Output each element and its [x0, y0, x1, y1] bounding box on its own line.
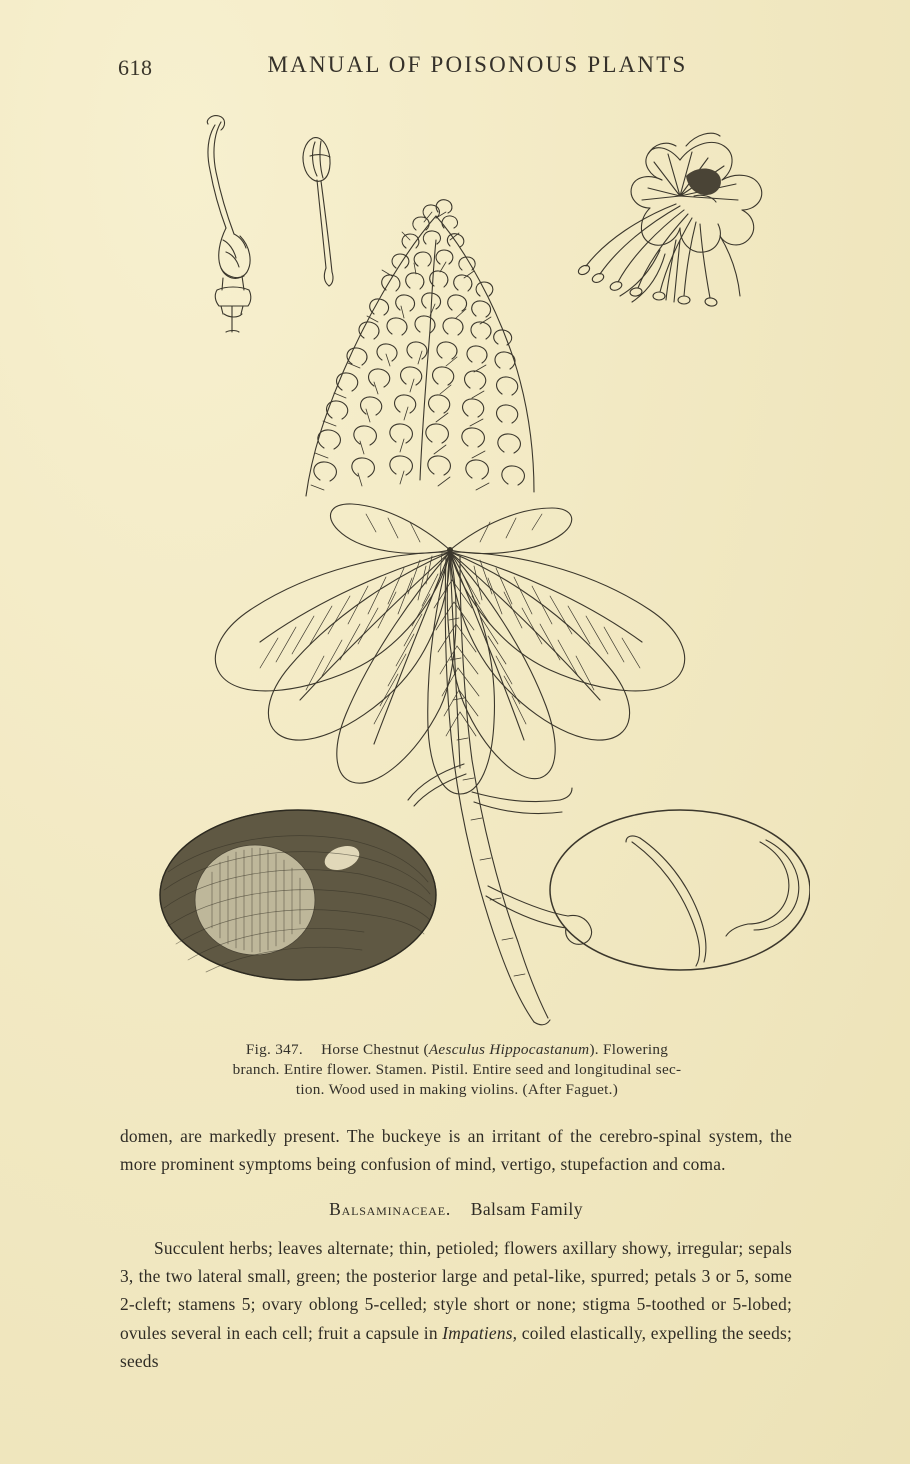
- horse-chestnut-engraving: [120, 100, 810, 1030]
- entire-seed: [160, 810, 436, 980]
- figure-caption-suffix: ). Flowering: [589, 1041, 669, 1058]
- palmate-leaves: [215, 504, 684, 794]
- running-head: MANUAL OF POISONOUS PLANTS: [267, 52, 688, 77]
- figure-illustration: [120, 100, 810, 1030]
- family-common-name: Balsam Family: [470, 1198, 583, 1219]
- family-heading: [120, 1199, 792, 1220]
- flower-panicle: [306, 200, 534, 496]
- figure-caption-line2: branch. Entire flower. Stamen. Pistil. Entire seed and longitudinal sec-: [232, 1061, 682, 1079]
- page-number: 618: [118, 55, 153, 80]
- pistil-detail: [207, 116, 251, 332]
- figure-number: Fig. 347.: [245, 1041, 304, 1058]
- paragraph-balsam-description: [120, 1234, 792, 1376]
- figure-caption-line3: tion. Wood used in making violins. (After Faguet.): [295, 1081, 619, 1099]
- body-text-block: [120, 1122, 792, 1376]
- entire-flower-detail: [577, 133, 762, 307]
- paragraph-buckeye: domen, are markedly present. The buckeye is an irritant of the cerebro-spinal system, the more prominent symptoms being confusion of mind, vertigo, stupefaction and coma.: [120, 1126, 792, 1175]
- figure-caption: [122, 1040, 792, 1101]
- description-part-2: coiled elastically, expelling the seeds; seeds: [120, 1322, 792, 1372]
- figure-species-name: Aesculus Hippocastanum: [428, 1041, 590, 1058]
- family-latin-name: Balsaminaceae.: [329, 1198, 452, 1219]
- genus-impatiens: Impatiens,: [442, 1322, 518, 1343]
- seed-longitudinal-section: [550, 810, 810, 970]
- figure-caption-main: Horse Chestnut (: [321, 1041, 429, 1058]
- description-part-1: Succulent herbs; leaves alternate; thin, petioled; flowers axillary showy, irregular; sepals 3, the two lateral small, green; the posterior large and petal-like, spurred; petals 3 or 5, some 2-cleft; stamens 5; ovary oblong 5-celled; style short or none; stigma 5-toothed or 5-lobed; ovules several in each cell; fruit a capsule in: [120, 1237, 792, 1343]
- stamen-detail: [303, 138, 333, 286]
